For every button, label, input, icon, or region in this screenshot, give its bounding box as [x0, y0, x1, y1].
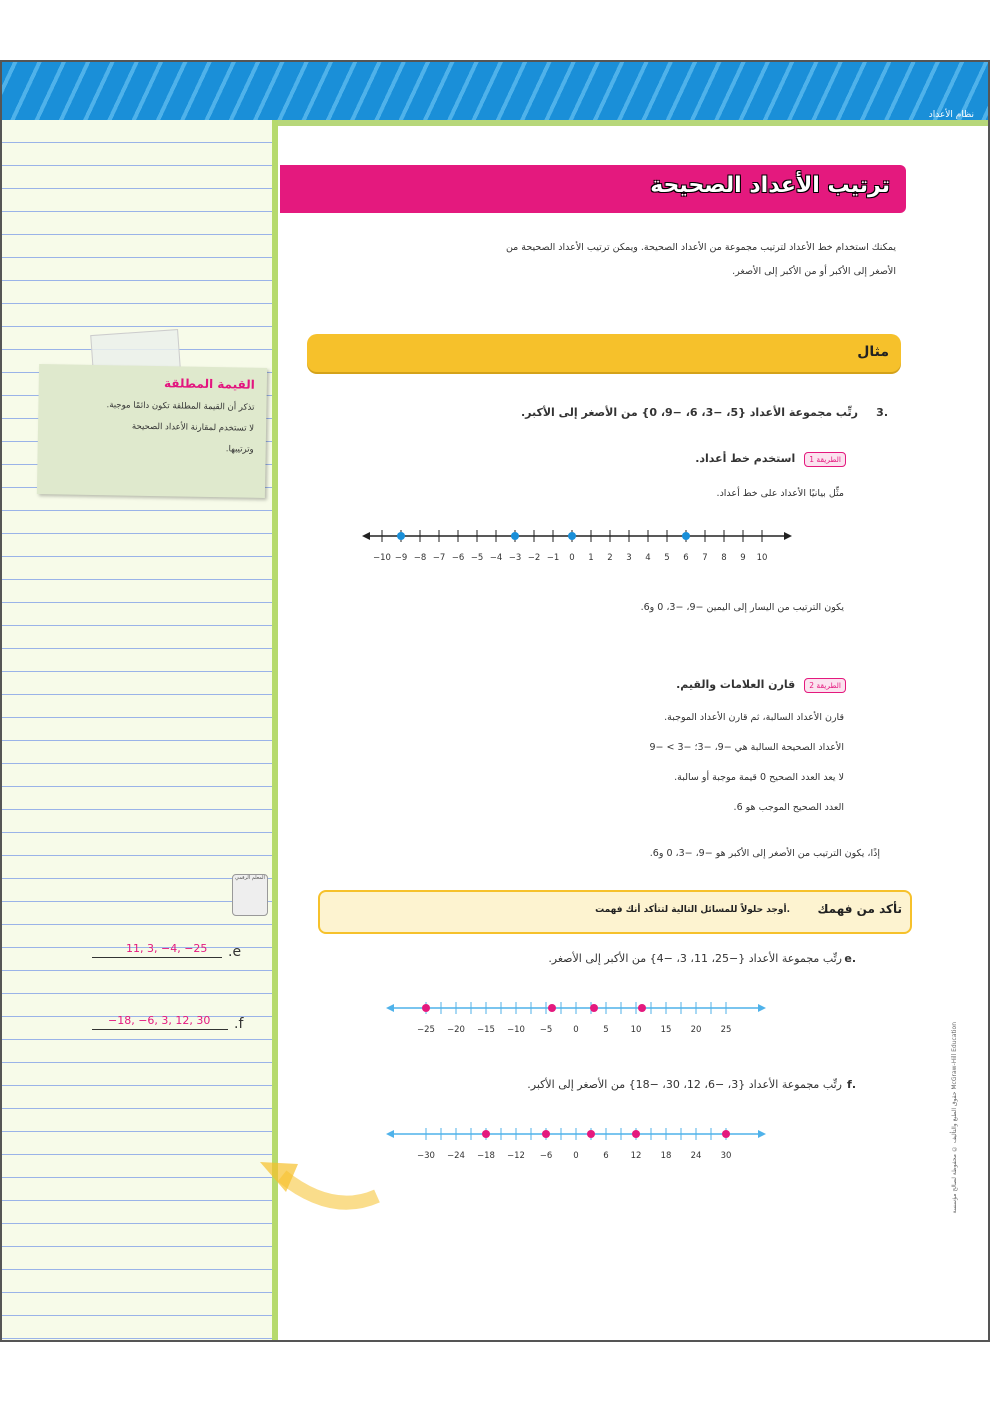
method1-title: استخدم خط أعداد.	[695, 452, 796, 465]
method2-line: الأعداد الصحيحة السالبة هي −9، −3؛ −3 > −9	[649, 742, 844, 753]
answer-line	[92, 1029, 228, 1030]
tick-label: −5	[539, 1025, 553, 1035]
answer-f-label: .f	[234, 1016, 244, 1032]
result2: إذًا، يكون الترتيب من الأصغر إلى الأكبر هو −9، −3، 0 و6.	[649, 848, 880, 859]
data-point	[638, 1004, 646, 1012]
method2-header	[676, 678, 846, 693]
tick-label: 7	[702, 553, 708, 563]
number-line-f	[386, 1122, 766, 1166]
tick-label: 20	[690, 1025, 702, 1035]
tick-label: −10	[373, 553, 391, 563]
tick-label: 4	[645, 553, 651, 563]
tick-label: 24	[690, 1151, 702, 1161]
tick-label: −20	[447, 1025, 465, 1035]
problem-e-text: رتِّب مجموعة الأعداد {−25، 11، 3، −4} من الأكبر إلى الأصغر.	[548, 952, 842, 965]
arrow-left-icon	[386, 1004, 394, 1012]
tick-label: −4	[489, 553, 503, 563]
tick-label: 0	[573, 1025, 579, 1035]
problem-e-label: .e	[844, 952, 856, 965]
section-label: نظام الأعداد	[928, 110, 974, 120]
number-line-example	[362, 524, 792, 568]
problem-f-text: رتِّب مجموعة الأعداد {3، −6، 12، 30، −18} من الأصغر إلى الأكبر.	[527, 1078, 842, 1091]
check-subtitle: أوجد حلولاً للمسائل التالية لتتأكد أنك فهمت.	[595, 905, 790, 915]
data-point	[632, 1130, 640, 1138]
tick-label: 5	[603, 1025, 609, 1035]
tick-label: 0	[569, 553, 575, 563]
tick-label: −6	[451, 553, 465, 563]
tick-label: −5	[470, 553, 484, 563]
tick-label: 2	[607, 553, 613, 563]
method1-text: مثِّل بيانيًا الأعداد على خط أعداد.	[716, 488, 844, 499]
page	[0, 60, 990, 1342]
method2-line: لا يعد العدد الصحيح 0 قيمة موجبة أو سالبة.	[674, 772, 844, 783]
data-point	[511, 532, 519, 540]
data-point	[482, 1130, 490, 1138]
lesson-title-bar	[280, 165, 906, 213]
data-point	[542, 1130, 550, 1138]
tick-label: −9	[394, 553, 408, 563]
tick-label: 10	[630, 1025, 642, 1035]
tick-label: 0	[573, 1151, 579, 1161]
tick-label: −15	[477, 1025, 495, 1035]
arrow-left-icon	[362, 532, 370, 540]
data-point	[568, 532, 576, 540]
tick-label: −1	[546, 553, 560, 563]
tick-label: −3	[508, 553, 522, 563]
answer-e-label: .e	[228, 944, 242, 960]
arrow-left-icon	[386, 1130, 394, 1138]
note-line: لا تستخدم لمقارنة الأعداد الصحيحة	[131, 421, 255, 434]
note-line: وترتيبها.	[225, 444, 254, 455]
data-point	[397, 532, 405, 540]
tick-label: 18	[660, 1151, 672, 1161]
tick-label: 6	[683, 553, 689, 563]
tick-label: 10	[756, 553, 768, 563]
data-point	[422, 1004, 430, 1012]
tick-label: 8	[721, 553, 727, 563]
sidebar	[2, 120, 278, 1342]
copyright-credit: حقوق الطبع والتأليف © محفوظة لصالح مؤسسة McGraw-Hill Education	[951, 1022, 958, 1214]
method1-header	[695, 452, 846, 467]
tick-label: −25	[417, 1025, 435, 1035]
tick-label: −2	[527, 553, 541, 563]
absolute-value-note	[37, 364, 267, 498]
problem-f-label: .f	[847, 1078, 856, 1091]
answer-line	[92, 957, 222, 958]
arrow-right-icon	[784, 532, 792, 540]
tick-label: 6	[603, 1151, 609, 1161]
arrow-right-icon	[758, 1130, 766, 1138]
arrow-right-icon	[758, 1004, 766, 1012]
curved-arrow-icon	[252, 1146, 382, 1226]
note-line: تذكر أن القيمة المطلقة تكون دائمًا موجبة.	[106, 400, 255, 413]
tick-label: 15	[660, 1025, 672, 1035]
tick-label: −10	[507, 1025, 525, 1035]
problem-number: .3	[876, 406, 888, 419]
problem-text: رتِّب مجموعة الأعداد {5، −3، 6، −9، 0} من الأصغر إلى الأكبر.	[520, 406, 858, 419]
check-understanding-bar	[318, 890, 912, 934]
tick-label: 12	[630, 1151, 642, 1161]
data-point	[590, 1004, 598, 1012]
example-bar	[307, 334, 901, 372]
check-title: تأكد من فهمك	[817, 902, 902, 916]
tick-label: 30	[720, 1151, 732, 1161]
answer-e: 11, 3, −4, −25	[126, 942, 208, 955]
tick-label: −6	[539, 1151, 553, 1161]
data-point	[722, 1130, 730, 1138]
example-label: مثال	[857, 344, 889, 360]
answer-f: −18, −6, 3, 12, 30	[108, 1014, 211, 1027]
result1: يكون الترتيب من اليسار إلى اليمين −9، −3، 0 و6.	[640, 602, 844, 613]
number-line-e	[386, 996, 766, 1040]
method2-title: قارن العلامات والقيم.	[676, 678, 796, 691]
method2-line: قارن الأعداد السالبة، ثم قارن الأعداد الموجبة.	[664, 712, 844, 723]
tick-label: 5	[664, 553, 670, 563]
intro-line: الأصغر إلى الأكبر أو من الأكبر إلى الأصغر.	[732, 266, 896, 277]
tick-label: −18	[477, 1151, 495, 1161]
digital-teacher-icon[interactable]: المعلم الرقمي	[232, 874, 268, 916]
tick-label: −8	[413, 553, 427, 563]
tick-label: 9	[740, 553, 746, 563]
data-point	[587, 1130, 595, 1138]
tick-label: −12	[507, 1151, 525, 1161]
method2-badge: الطريقة 2	[804, 678, 846, 693]
data-point	[548, 1004, 556, 1012]
method1-badge: الطريقة 1	[804, 452, 846, 467]
data-point	[682, 532, 690, 540]
tick-label: −24	[447, 1151, 465, 1161]
tick-label: 3	[626, 553, 632, 563]
note-title: القيمة المطلقة	[163, 376, 255, 392]
tick-label: 1	[588, 553, 594, 563]
tick-label: −7	[432, 553, 446, 563]
header-banner	[2, 62, 988, 120]
intro-line: يمكنك استخدام خط الأعداد لترتيب مجموعة من الأعداد الصحيحة. ويمكن ترتيب الأعداد الصحيحة من	[505, 242, 896, 253]
lesson-title: ترتيب الأعداد الصحيحة	[650, 173, 890, 198]
method2-line: العدد الصحيح الموجب هو 6.	[733, 802, 844, 813]
tick-label: −30	[417, 1151, 435, 1161]
tick-label: 25	[720, 1025, 732, 1035]
